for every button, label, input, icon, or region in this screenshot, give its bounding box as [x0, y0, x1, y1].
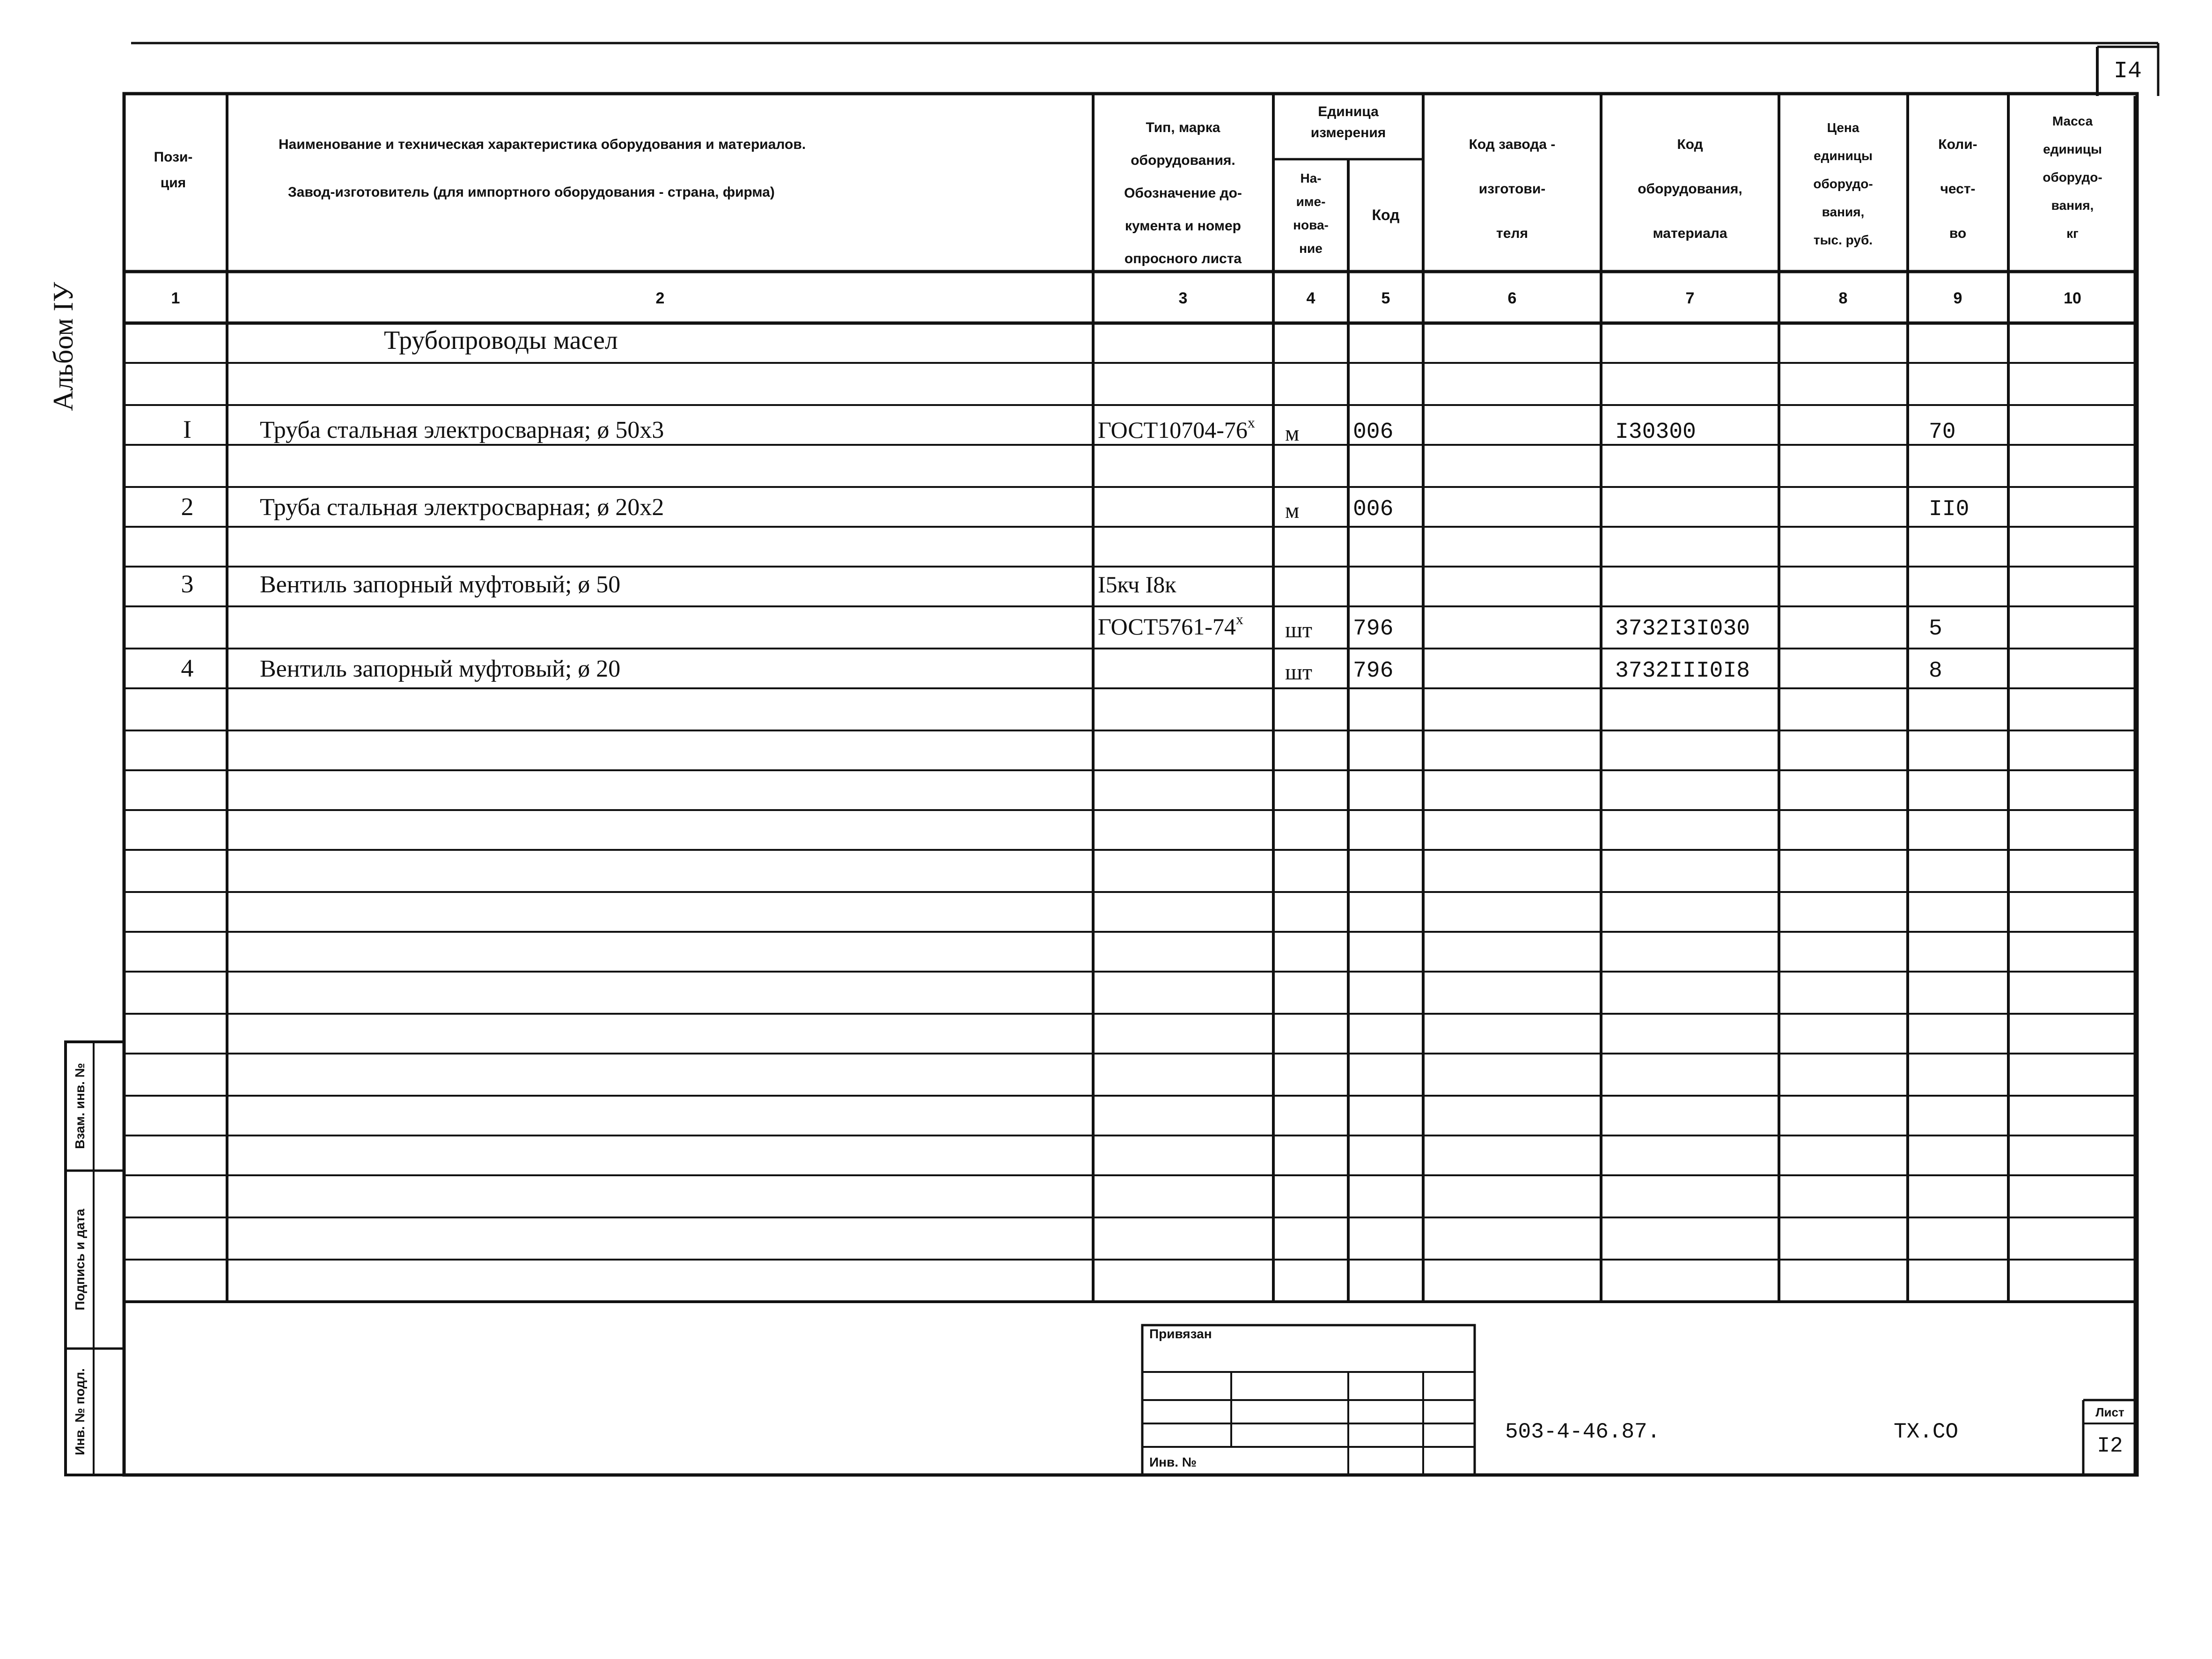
- header-unit_group: измерения: [1310, 125, 1386, 140]
- cell-quantity: 5: [1929, 616, 1942, 641]
- table-header: [154, 104, 2102, 266]
- header-c7: материала: [1653, 226, 1727, 241]
- cell-material-code: 3732III0I8: [1615, 658, 1750, 684]
- cell-unit: шт: [1285, 660, 1312, 685]
- cell-unit: м: [1285, 421, 1300, 446]
- cell-position: 2: [181, 493, 194, 521]
- column-number: 8: [1838, 289, 1848, 307]
- header-c7: оборудования,: [1638, 181, 1742, 197]
- header-c5: Код: [1372, 206, 1400, 223]
- header-unit_group: Единица: [1318, 104, 1379, 119]
- cell-quantity: II0: [1929, 497, 1969, 522]
- header-c8: Цена: [1827, 120, 1859, 135]
- header-c2: Завод-изготовитель (для импортного оборудования - страна, фирма): [288, 184, 775, 200]
- cell-position: 3: [181, 570, 194, 598]
- side-stamp: [73, 1063, 87, 1455]
- cell-unit: шт: [1285, 618, 1312, 642]
- section-title: Трубопроводы масел: [384, 326, 618, 355]
- cell-quantity: 8: [1929, 658, 1942, 684]
- header-c10: Масса: [2052, 114, 2093, 128]
- header-c8: единицы: [1814, 148, 1873, 163]
- column-number: 10: [2064, 289, 2081, 307]
- cell-name: Труба стальная электросварная; ø 20x2: [260, 494, 664, 521]
- cell-position: I: [183, 415, 191, 443]
- table-row: [1098, 611, 1942, 642]
- header-c3: Тип, марка: [1146, 120, 1220, 135]
- column-number: 4: [1306, 289, 1315, 307]
- cell-name: Вентиль запорный муфтовый; ø 20: [260, 656, 621, 682]
- cell-unit-code: 796: [1353, 658, 1394, 684]
- header-c9: Коли-: [1938, 137, 1977, 152]
- table-row: [181, 570, 1177, 598]
- header-c10: единицы: [2043, 142, 2102, 156]
- cell-doc: ГОСТ10704-76$^x$: [1098, 414, 1255, 443]
- table-grid: [66, 43, 2158, 1475]
- side-stamp-label: Взам. инв. №: [73, 1063, 87, 1149]
- header-c8: вания,: [1822, 205, 1865, 219]
- header-c9: чест-: [1940, 181, 1976, 197]
- column-number: 7: [1685, 289, 1695, 307]
- header-c3: опросного листа: [1124, 251, 1242, 266]
- header-c3: оборудования.: [1131, 153, 1235, 168]
- column-number: 5: [1381, 289, 1390, 307]
- header-c7: Код: [1677, 137, 1703, 152]
- doc-superscript: x: [1235, 611, 1243, 627]
- header-c10: оборудо-: [2043, 170, 2102, 184]
- header-c6: Код завода -: [1469, 137, 1556, 152]
- section-code: ТХ.СО: [1894, 1420, 1959, 1444]
- cell-quantity: 70: [1929, 420, 1956, 445]
- header-c1: Пози-: [154, 149, 193, 165]
- cell-name: Вентиль запорный муфтовый; ø 50: [260, 571, 621, 598]
- sheet-number-top: I4: [2113, 58, 2142, 85]
- header-c4: ние: [1299, 241, 1323, 256]
- header-c6: теля: [1496, 226, 1528, 241]
- cell-doc: I5кч I8к: [1098, 571, 1176, 597]
- table-row: [183, 414, 1956, 446]
- header-c10: кг: [2066, 226, 2079, 241]
- side-stamp-label: Подпись и дата: [73, 1209, 87, 1311]
- table-row: [181, 654, 1942, 685]
- header-c8: тыс. руб.: [1813, 233, 1873, 247]
- doc-code: 503-4-46.87.: [1505, 1420, 1661, 1444]
- table-row: [181, 493, 1969, 523]
- cell-doc: ГОСТ5761-74$^x$: [1098, 611, 1243, 640]
- header-c3: кумента и номер: [1124, 218, 1242, 234]
- column-number: 1: [171, 289, 180, 307]
- cell-name: Труба стальная электросварная; ø 50x3: [260, 417, 664, 443]
- sheet-label: Лист: [2095, 1405, 2124, 1419]
- table-body: [181, 414, 1969, 685]
- cell-position: 4: [181, 654, 194, 682]
- header-c4: име-: [1296, 194, 1326, 209]
- side-stamp-label: Инв. № подл.: [73, 1368, 87, 1455]
- column-numbers: [171, 289, 2081, 307]
- album-label: Альбом IУ: [48, 282, 79, 411]
- column-number: 3: [1178, 289, 1188, 307]
- cell-unit: м: [1285, 498, 1300, 523]
- cell-unit-code: 006: [1353, 497, 1394, 522]
- header-c9: во: [1949, 226, 1967, 241]
- header-c10: вания,: [2051, 198, 2094, 213]
- header-c8: оборудо-: [1813, 177, 1873, 191]
- header-c3: Обозначение до-: [1124, 185, 1242, 201]
- cell-unit-code: 796: [1353, 616, 1394, 641]
- header-c6: изготови-: [1478, 181, 1546, 197]
- column-number: 9: [1953, 289, 1962, 307]
- attached-label: Привязан: [1149, 1327, 1212, 1341]
- column-number: 6: [1507, 289, 1517, 307]
- header-c2: Наименование и техническая характеристика оборудования и материалов.: [279, 137, 806, 152]
- cell-material-code: I30300: [1615, 420, 1696, 445]
- inv-no-label: Инв. №: [1149, 1455, 1197, 1469]
- header-c4: На-: [1300, 171, 1322, 185]
- header-c1: ция: [160, 175, 186, 191]
- column-number: 2: [655, 289, 665, 307]
- doc-superscript: x: [1247, 414, 1255, 431]
- cell-material-code: 3732I3I030: [1615, 616, 1750, 641]
- cell-unit-code: 006: [1353, 420, 1394, 445]
- header-c4: нова-: [1293, 218, 1329, 232]
- sheet-number: I2: [2097, 1434, 2123, 1458]
